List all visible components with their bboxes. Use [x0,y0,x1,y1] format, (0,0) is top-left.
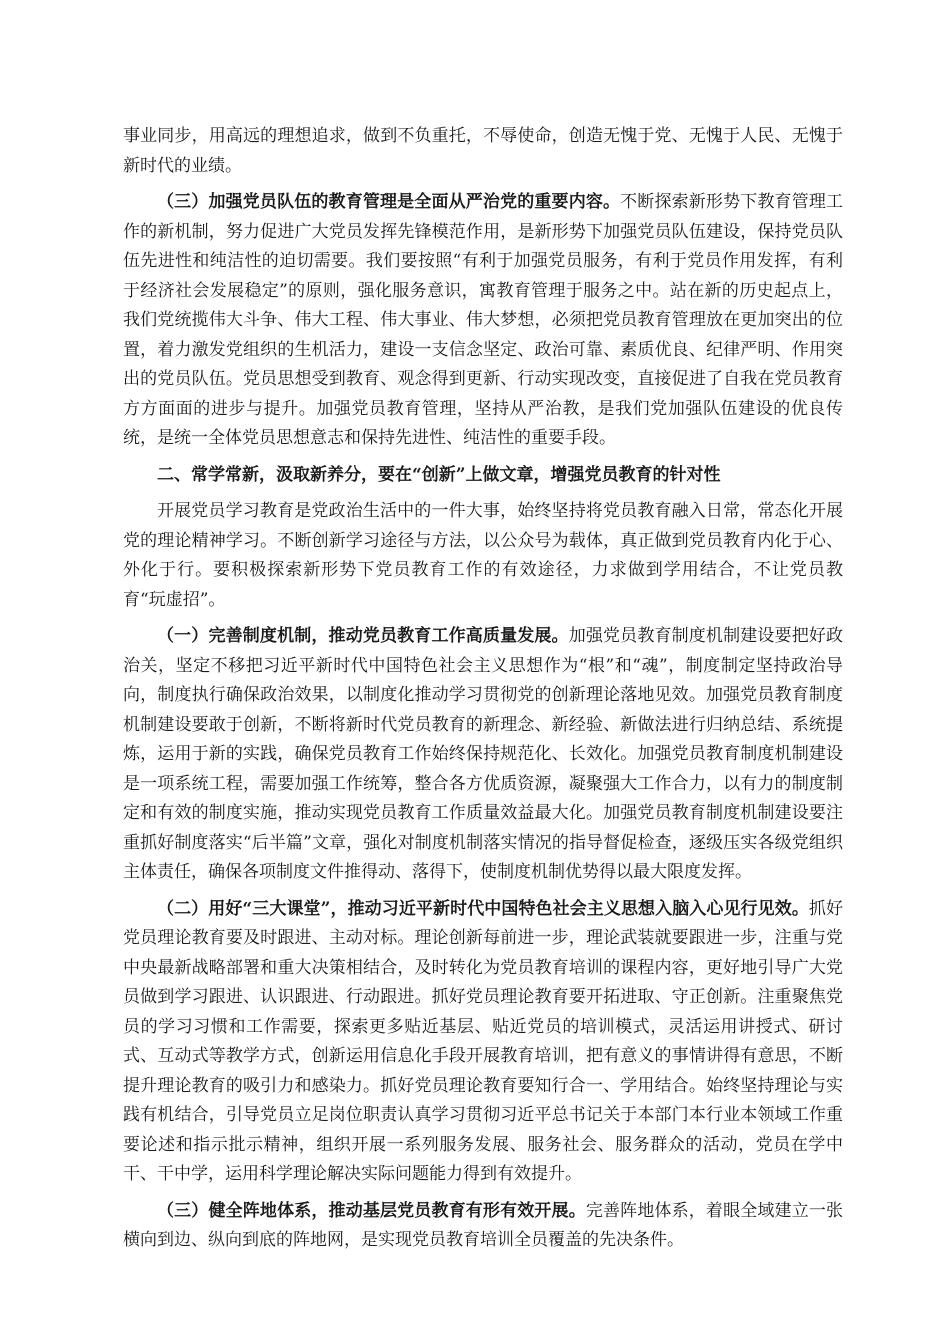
paragraph-lead: （三）加强党员队伍的教育管理是全面从严治党的重要内容。 [157,192,621,212]
paragraph-lead: （一）完善制度机制，推动党员教育工作高质量发展。 [157,626,569,646]
paragraph-learning-education [123,497,843,615]
document-page [123,122,843,1263]
paragraph-body: 加强党员教育制度机制建设要把好政治关，坚定不移把习近平新时代中国特色社会主义思想作为“根”和“魂”，制度制定坚持政治导向，制度执行确保政治效果，以制度化推动学习贯彻党的创新理论落地见效。加强党员教育制度机制建设要敢于创新，不断将新时代党员教育的新理念、新经验、新做法进行归纳总结、系统提炼，运用于新的实践，确保党员教育工作始终保持规范化、长效化。加强党员教育制度机制建设是一项系统工程，需要加强工作统筹，整合各方优质资源，凝聚强大工作合力，以有力的制度制定和有效的制度实施，推动实现党员教育工作质量效益最大化。加强党员教育制度机制建设要注重抓好制度落实“后半篇”文章，强化对制度机制落实情况的指导督促检查，逐级压实各级党组织主体责任，确保各项制度文件推得动、落得下，使制度机制优势得以最大限度发挥。 [123,626,844,882]
paragraph-three-classrooms [123,895,843,1190]
paragraph-lead: （二）用好“三大课堂”，推动习近平新时代中国特色社会主义思想入脑入心见行见效。 [157,898,809,919]
paragraph-continuation [123,122,843,181]
paragraph-lead: （三）健全阵地体系，推动基层党员教育有形有效开展。 [157,1200,586,1221]
paragraph-body: 抓好党员理论教育要及时跟进、主动对标。理论创新每前进一步，理论武装就要跟进一步，注重与党中央最新战略部署和重大决策相结合，及时转化为党员教育培训的课程内容，更好地引导广大党员做到学习跟进、认识跟进、行动跟进。抓好党员理论教育要开拓进取、守正创新。注重聚焦党员的学习习惯和工作需要，探索更多贴近基层、贴近党员的培训模式，灵活运用讲授式、研讨式、互动式等教学方式，创新运用信息化手段开展教育培训，把有意义的事情讲得有意思，不断提升理论教育的吸引力和感染力。抓好党员理论教育要知行合一、学用结合。始终坚持理论与实践有机结合，引导党员立足岗位职责认真学习贯彻习近平总书记关于本部门本行业本领域工作重要论述和指示批示精神，组织开展一系列服务发展、服务社会、服务群众的活动，党员在学中干、干中学，运用科学理论解决实际问题能力得到有效提升。 [123,898,844,1184]
paragraph-body: 不断探索新形势下教育管理工作的新机制，努力促进广大党员发挥先锋模范作用，是新形势下加强党员队伍建设，保持党员队伍先进性和纯洁性的迫切需要。我们要按照“有利于加强党员服务，有利于党员作用发挥，有利于经济社会发展稳定”的原则，强化服务意识，寓教育管理于服务之中。站在新的历史起点上，我们党统揽伟大斗争、伟大工程、伟大事业、伟大梦想，必须把党员教育管理放在更加突出的位置，着力激发党组织的生机活力，建设一支信念坚定、政治可靠、素质优良、纪律严明、作用突出的党员队伍。党员思想受到教育、观念得到更新、行动实现改变，直接促进了自我在党员教育方方面面的进步与提升。加强党员教育管理，坚持从严治教，是我们党加强队伍建设的优良传统，是统一全体党员思想意志和保持先进性、纯洁性的重要手段。 [123,192,844,448]
paragraph-body: 开展党员学习教育是党政治生活中的一件大事，始终坚持将党员教育融入日常，常态化开展党的理论精神学习。不断创新学习途径与方法，以公众号为载体，真正做到党员教育内化于心、外化于行。要积极探索新形势下党员教育工作的有效途径，力求做到学用结合，不让党员教育“玩虚招”。 [123,501,843,610]
paragraph-position-system [123,1197,843,1256]
paragraph-body: 完善阵地体系，着眼全域建立一张横向到边、纵向到底的阵地网，是实现党员教育培训全员覆盖的先决条件。 [123,1200,844,1250]
paragraph-system-mechanism [123,622,843,888]
paragraph-party-team-management [123,188,843,454]
paragraph-body: 事业同步，用高远的理想追求，做到不负重托，不辱使命，创造无愧于党、无愧于人民、无愧于新时代的业绩。 [123,126,843,176]
section-heading-two: 二、常学常新，汲取新养分，要在“创新”上做文章，增强党员教育的针对性 [157,464,721,485]
